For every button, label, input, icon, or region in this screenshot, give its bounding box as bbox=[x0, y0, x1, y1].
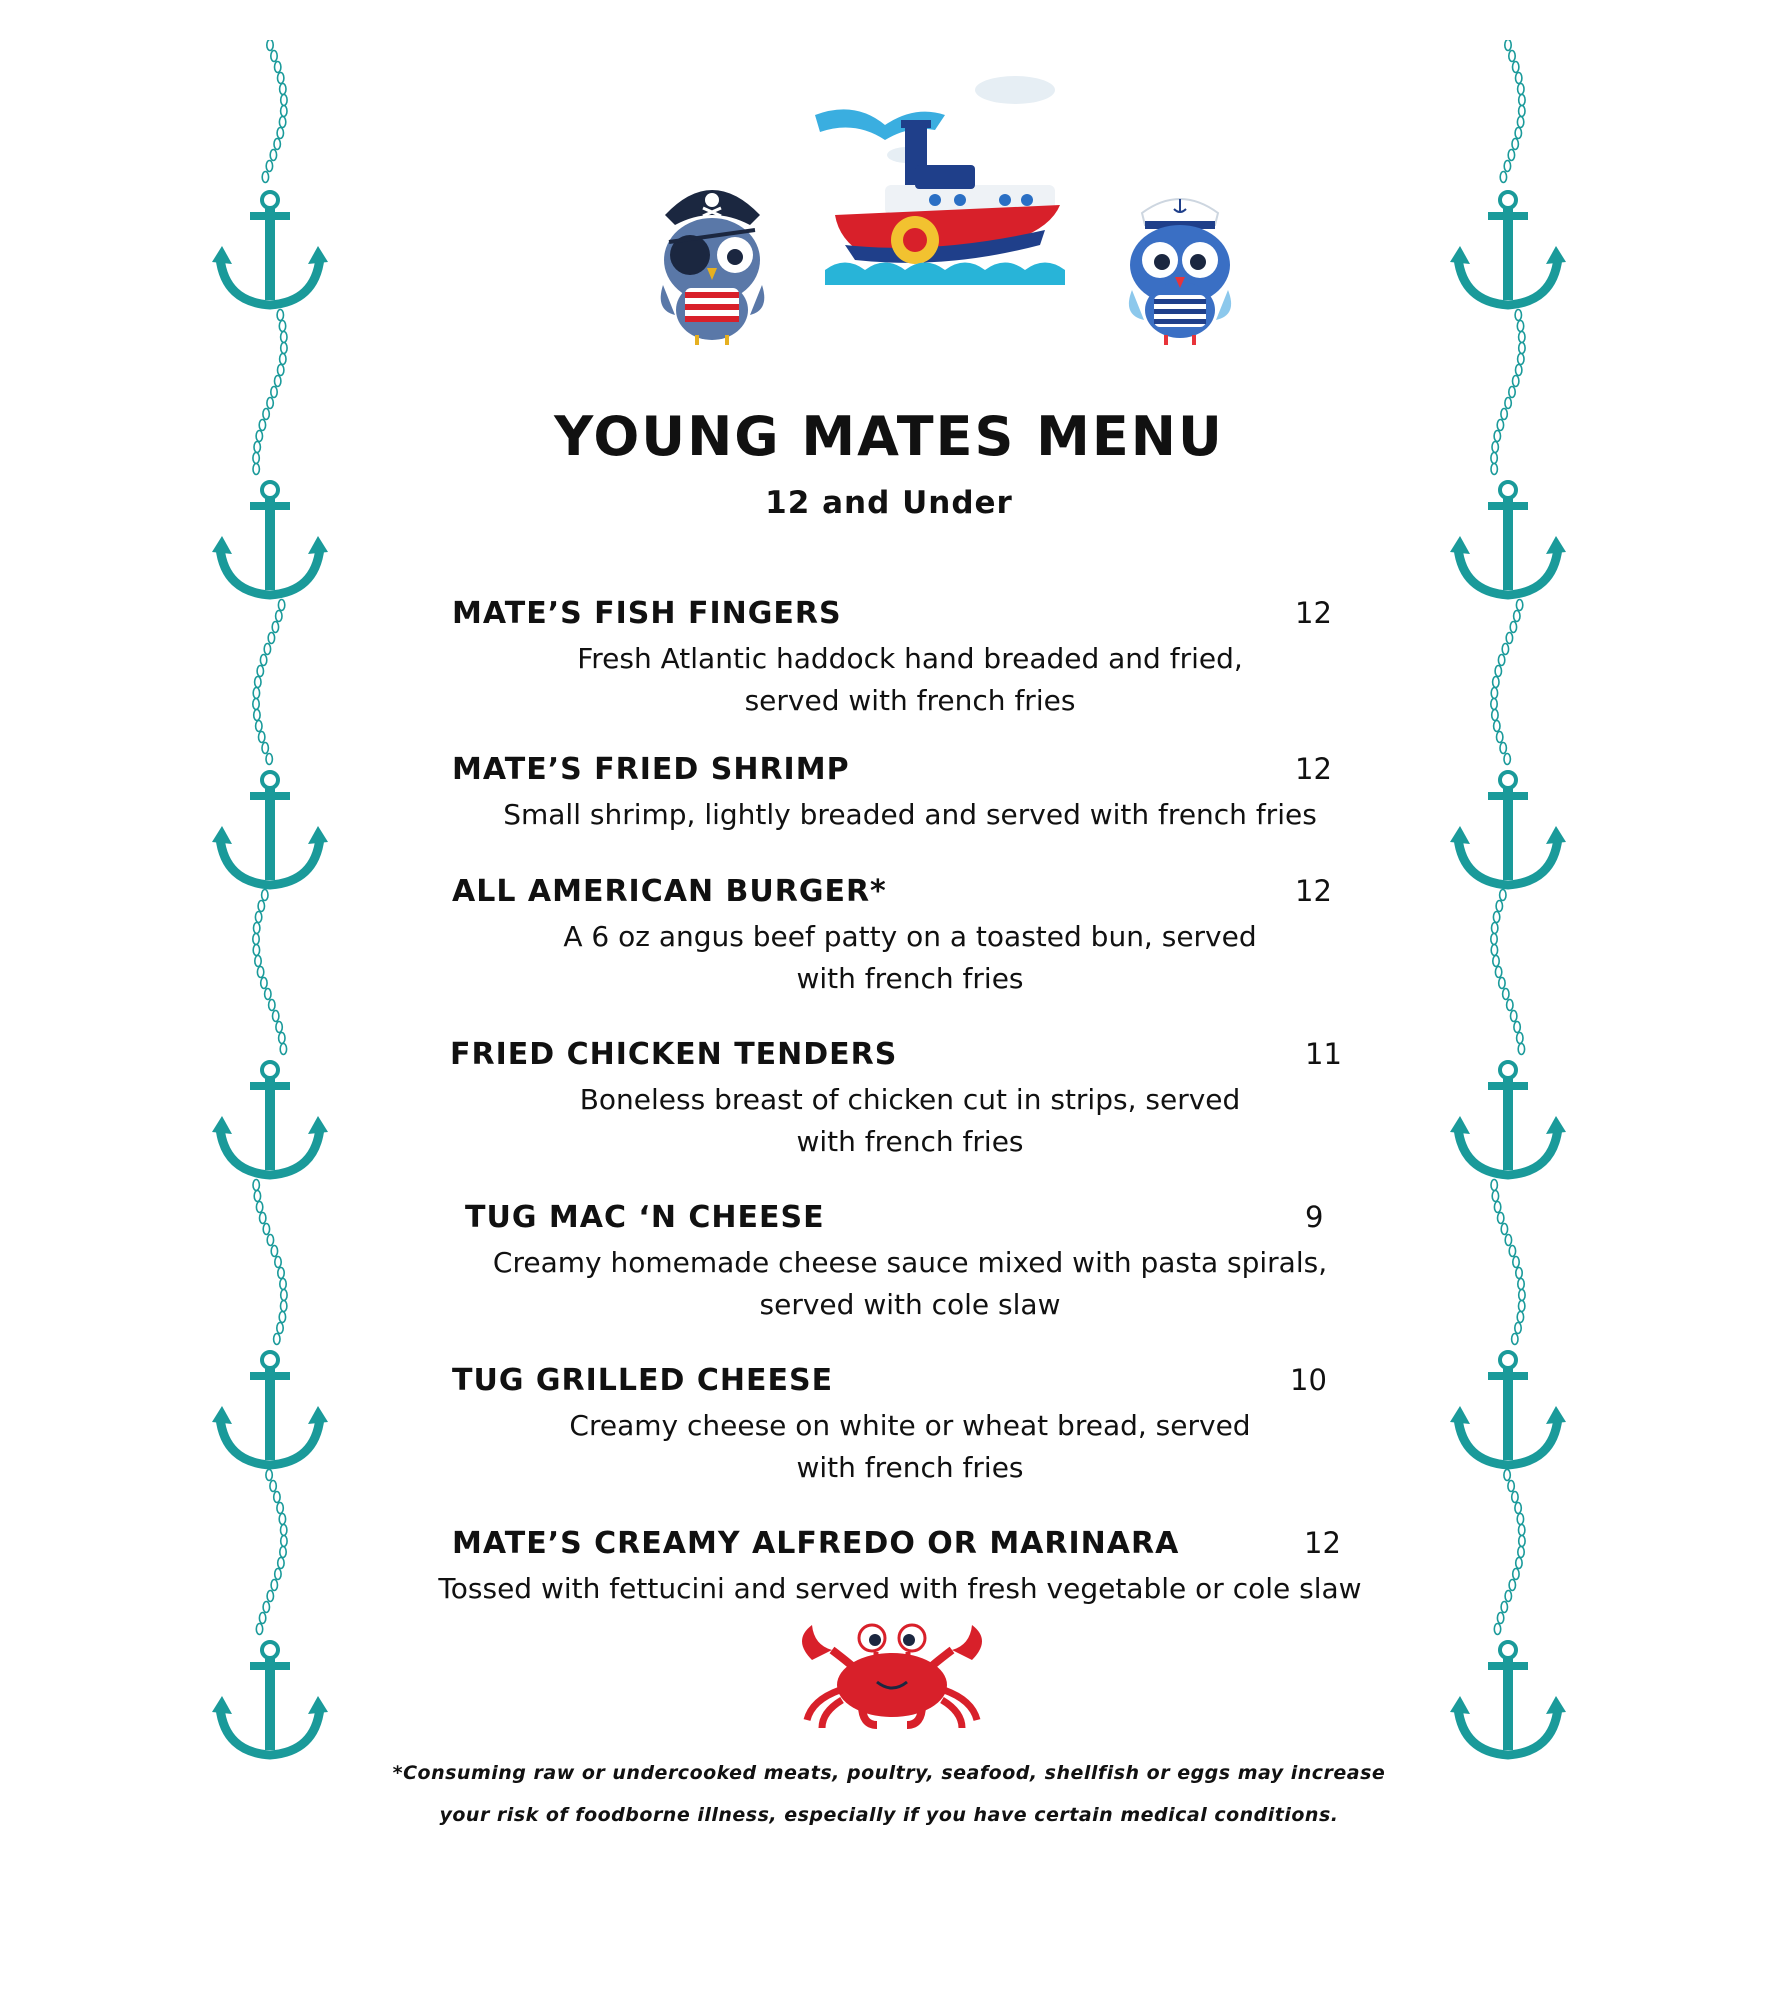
item-price: 10 bbox=[1290, 1363, 1327, 1397]
anchor-icon bbox=[1450, 1642, 1566, 1755]
right-anchor-chain-border bbox=[1448, 40, 1568, 1780]
sailor-owl-icon bbox=[1120, 185, 1240, 349]
allergy-footnote: *Consuming raw or undercooked meats, poultry, seafood, shellfish or eggs may increase your risk of foodborne illness, especially if you have certain medical conditions. bbox=[392, 1762, 1386, 1826]
chain-icon bbox=[256, 1470, 287, 1635]
menu-item-fried-shrimp bbox=[395, 752, 1425, 842]
chain-icon bbox=[1491, 600, 1523, 765]
item-price: 12 bbox=[1304, 1526, 1341, 1560]
chain-icon bbox=[253, 600, 285, 765]
item-name: ALL AMERICAN BURGER* bbox=[452, 874, 887, 909]
item-price: 11 bbox=[1305, 1037, 1342, 1071]
menu-item-chicken-tenders bbox=[395, 1037, 1425, 1167]
item-name: MATE’S CREAMY ALFREDO OR MARINARA bbox=[452, 1526, 1180, 1561]
chain-icon bbox=[1500, 40, 1525, 183]
item-name: TUG GRILLED CHEESE bbox=[452, 1363, 834, 1398]
menu-item-american-burger bbox=[395, 874, 1425, 1004]
item-description: Boneless breast of chicken cut in strips, served with french fries bbox=[579, 1083, 1241, 1158]
anchor-icon bbox=[212, 1062, 328, 1175]
pirate-owl-icon bbox=[655, 170, 770, 349]
menu-title: YOUNG MATES MENU bbox=[554, 405, 1224, 468]
item-price: 12 bbox=[1295, 752, 1332, 786]
chain-icon bbox=[1491, 1180, 1525, 1345]
item-description: Fresh Atlantic haddock hand breaded and fried, served with french fries bbox=[577, 642, 1243, 717]
item-price: 9 bbox=[1305, 1200, 1324, 1234]
item-description: Small shrimp, lightly breaded and served with french fries bbox=[503, 798, 1317, 831]
item-name: FRIED CHICKEN TENDERS bbox=[450, 1037, 898, 1072]
chain-icon bbox=[1494, 1470, 1525, 1635]
item-description: Tossed with fettucini and served with fresh vegetable or cole slaw bbox=[438, 1572, 1362, 1605]
item-name: MATE’S FISH FINGERS bbox=[452, 596, 842, 631]
chain-icon bbox=[262, 40, 287, 183]
menu-item-mac-n-cheese bbox=[395, 1200, 1425, 1330]
anchor-icon bbox=[212, 1352, 328, 1465]
anchor-icon bbox=[1450, 1062, 1566, 1175]
chain-icon bbox=[253, 1180, 287, 1345]
anchor-icon bbox=[1450, 192, 1566, 305]
crab-icon bbox=[792, 1620, 992, 1734]
item-price: 12 bbox=[1295, 874, 1332, 908]
steamboat-icon bbox=[815, 70, 1075, 304]
menu-item-grilled-cheese bbox=[395, 1363, 1425, 1493]
item-description: Creamy homemade cheese sauce mixed with pasta spirals, served with cole slaw bbox=[492, 1246, 1328, 1321]
anchor-icon bbox=[212, 772, 328, 885]
chain-icon bbox=[253, 890, 287, 1055]
item-price: 12 bbox=[1295, 596, 1332, 630]
item-name: MATE’S FRIED SHRIMP bbox=[452, 752, 850, 787]
anchor-icon bbox=[212, 192, 328, 305]
menu-item-fish-fingers bbox=[395, 596, 1425, 726]
anchor-icon bbox=[1450, 1352, 1566, 1465]
item-description: Creamy cheese on white or wheat bread, served with french fries bbox=[569, 1409, 1251, 1484]
item-name: TUG MAC ‘N CHEESE bbox=[465, 1200, 825, 1235]
item-description: A 6 oz angus beef patty on a toasted bun, served with french fries bbox=[563, 920, 1257, 995]
anchor-icon bbox=[1450, 772, 1566, 885]
left-anchor-chain-border bbox=[210, 40, 330, 1780]
menu-subtitle: 12 and Under bbox=[765, 485, 1013, 521]
anchor-icon bbox=[212, 1642, 328, 1755]
chain-icon bbox=[1491, 890, 1525, 1055]
menu-item-alfredo-marinara bbox=[340, 1526, 1460, 1616]
